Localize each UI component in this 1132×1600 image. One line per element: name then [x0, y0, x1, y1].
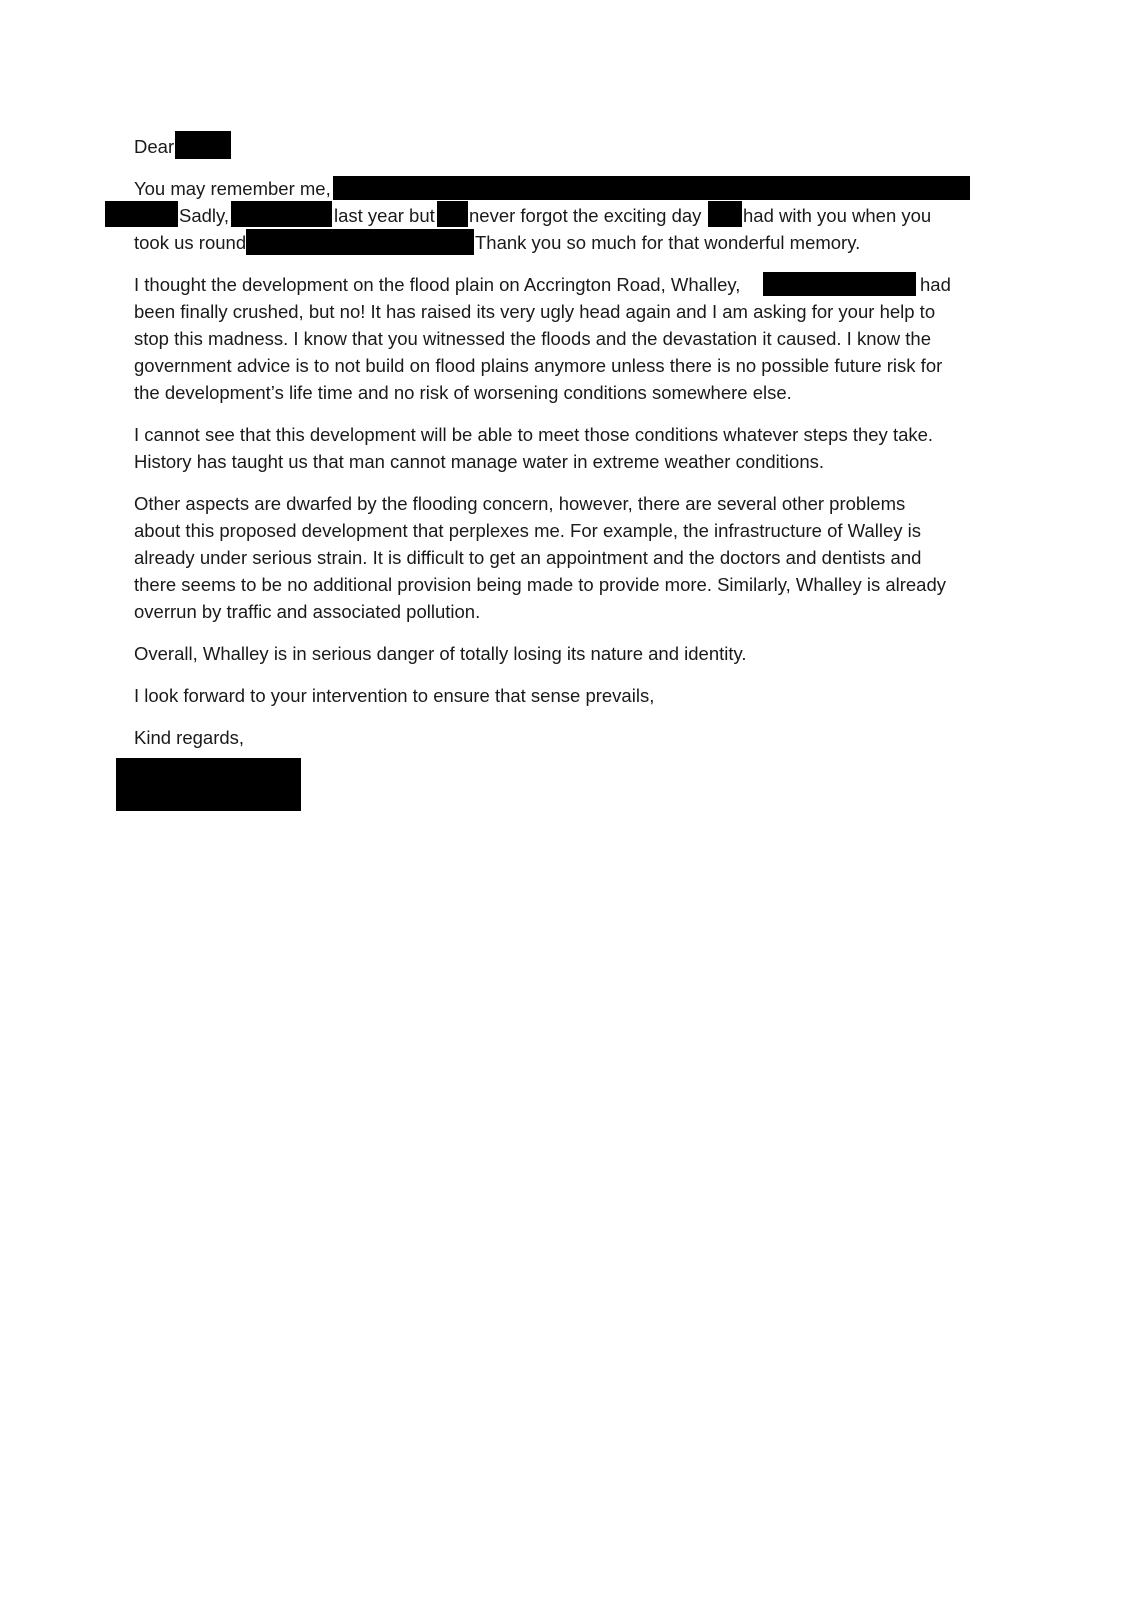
- infrastructure-line-2: [0, 518, 1132, 544]
- infrastructure-text: overrun by traffic and associated pollution.: [134, 601, 481, 622]
- salutation-text: Dear: [134, 136, 175, 157]
- intro-line-1: [0, 176, 1132, 202]
- redaction-block: [246, 229, 474, 255]
- salutation-line: [0, 134, 1132, 160]
- flood-text: government advice is to not build on flood plains anymore unless there is no possible future risk for: [134, 355, 943, 376]
- flood-text: had: [920, 274, 951, 295]
- infrastructure-text: about this proposed development that perplexes me. For example, the infrastructure of Walley is: [134, 520, 921, 541]
- infrastructure-line-5: [0, 599, 1132, 625]
- infrastructure-text: there seems to be no additional provision being made to provide more. Similarly, Whalley is already: [134, 574, 947, 595]
- flood-line-4: [0, 353, 1132, 379]
- redaction-block: [105, 201, 178, 227]
- intro-line-2: [0, 203, 1132, 229]
- intro-line-3: [0, 230, 1132, 256]
- flood-text: stop this madness. I know that you witnessed the floods and the devastation it caused. I know the: [134, 328, 931, 349]
- flood-line-2: [0, 299, 1132, 325]
- flood-text: I thought the development on the flood plain on Accrington Road, Whalley,: [134, 274, 741, 295]
- intro-text: never forgot the exciting day: [469, 205, 702, 226]
- redaction-block: [763, 272, 916, 296]
- intro-text: last year but: [334, 205, 435, 226]
- redaction-block: [437, 201, 468, 227]
- sign-off-line: [0, 725, 1132, 751]
- conditions-line-1: [0, 422, 1132, 448]
- flood-line-5: [0, 380, 1132, 406]
- flood-line-1: [0, 272, 1132, 298]
- redaction-signature: [116, 758, 301, 811]
- flood-text: the development’s life time and no risk of worsening conditions somewhere else.: [134, 382, 792, 403]
- infrastructure-line-3: [0, 545, 1132, 571]
- redaction-block: [333, 176, 970, 200]
- redaction-block: [231, 201, 332, 227]
- conditions-text: I cannot see that this development will be able to meet those conditions whatever steps they take.: [134, 424, 934, 445]
- sign-off-text: Kind regards,: [134, 727, 245, 748]
- intro-text: Sadly,: [179, 205, 230, 226]
- infrastructure-line-1: [0, 491, 1132, 517]
- intro-text: Thank you so much for that wonderful memory.: [475, 232, 861, 253]
- overall-line: [0, 641, 1132, 667]
- infrastructure-text: Other aspects are dwarfed by the flooding concern, however, there are several other problems: [134, 493, 906, 514]
- flood-line-3: [0, 326, 1132, 352]
- redaction-recipient-name: [175, 131, 231, 159]
- infrastructure-line-4: [0, 572, 1132, 598]
- redaction-block: [708, 201, 742, 227]
- conditions-text: History has taught us that man cannot manage water in extreme weather conditions.: [134, 451, 825, 472]
- closing-request-line: [0, 683, 1132, 709]
- overall-text: Overall, Whalley is in serious danger of totally losing its nature and identity.: [134, 643, 747, 664]
- intro-text: took us round: [134, 232, 247, 253]
- flood-text: been finally crushed, but no! It has raised its very ugly head again and I am asking for your help to: [134, 301, 936, 322]
- conditions-line-2: [0, 449, 1132, 475]
- intro-text: You may remember me,: [134, 178, 331, 199]
- infrastructure-text: already under serious strain. It is difficult to get an appointment and the doctors and dentists and: [134, 547, 922, 568]
- closing-request-text: I look forward to your intervention to ensure that sense prevails,: [134, 685, 655, 706]
- intro-text: had with you when you: [743, 205, 932, 226]
